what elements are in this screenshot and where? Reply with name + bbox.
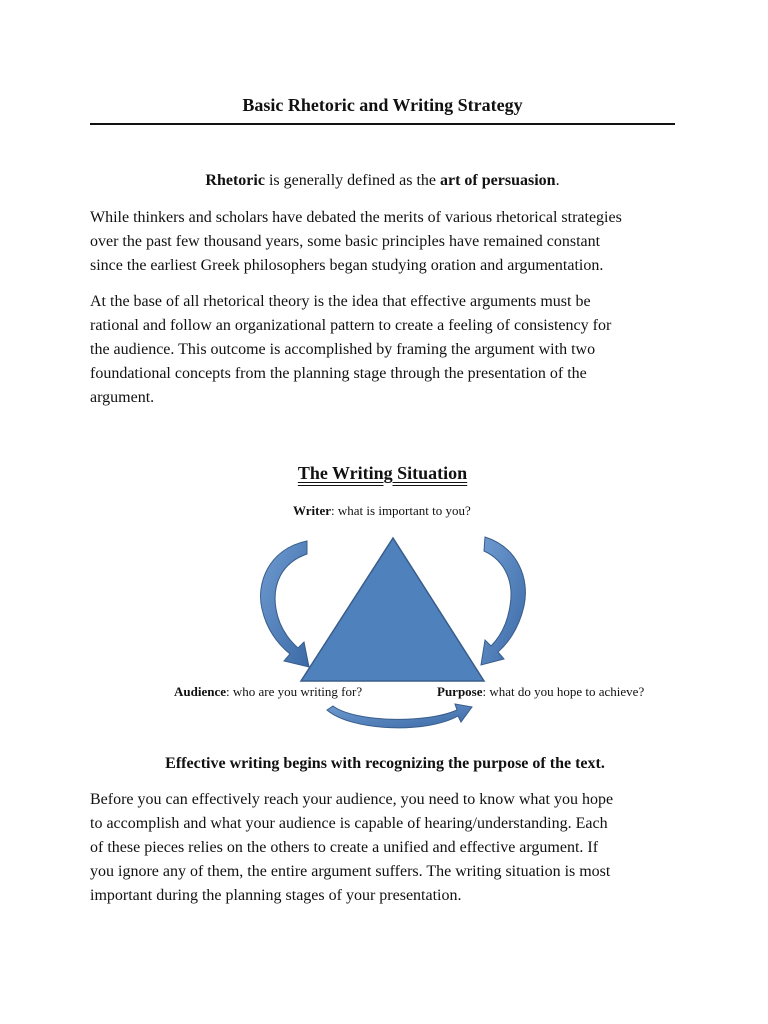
- paragraph-line: since the earliest Greek philosophers began studying oration and argumentation.: [90, 257, 604, 274]
- paragraph-line: At the base of all rhetorical theory is the idea that effective arguments must be: [90, 293, 591, 310]
- section-heading: [90, 461, 675, 485]
- paragraph-line: argument.: [90, 389, 155, 406]
- definition-end: .: [555, 172, 560, 189]
- paragraph-line: of these pieces relies on the others to create a unified and effective argument. If: [90, 839, 599, 856]
- definition-middle: is generally defined as the: [264, 172, 440, 189]
- right-curved-arrow: [481, 537, 525, 665]
- audience-question: : who are you writing for?: [226, 684, 363, 699]
- document-title: Basic Rhetoric and Writing Strategy: [242, 95, 523, 115]
- definition-concept: art of persuasion: [440, 172, 556, 189]
- paragraph-line: While thinkers and scholars have debated the merits of various rhetorical strategies: [90, 209, 622, 226]
- paragraph-line: Before you can effectively reach your audience, you need to know what you hope: [90, 791, 614, 808]
- purpose-label: [437, 684, 644, 700]
- paragraph-line: the audience. This outcome is accomplished by framing the argument with two: [90, 341, 596, 358]
- definition-term: Rhetoric: [205, 172, 265, 189]
- paragraph-line: foundational concepts from the planning stage through the presentation of the: [90, 365, 587, 382]
- situation-triangle: [301, 538, 484, 681]
- purpose-term: Purpose: [437, 684, 483, 699]
- paragraph-line: important during the planning stages of your presentation.: [90, 887, 462, 904]
- paragraph-line: rational and follow an organizational pattern to create a feeling of consistency for: [90, 317, 612, 334]
- paragraph-line: you ignore any of them, the entire argument suffers. The writing situation is most: [90, 863, 611, 880]
- theory-paragraph: [90, 290, 680, 410]
- writer-term: Writer: [293, 503, 332, 518]
- paragraph-line: over the past few thousand years, some basic principles have remained constant: [90, 233, 601, 250]
- conclusion-paragraph: [90, 788, 680, 908]
- audience-label: [174, 684, 362, 700]
- writer-label: [293, 503, 471, 519]
- audience-term: Audience: [174, 684, 226, 699]
- emphasis-statement: Effective writing begins with recognizing the purpose of the text.: [165, 755, 605, 772]
- intro-paragraph: [90, 206, 680, 278]
- rhetoric-definition: [90, 170, 675, 192]
- paragraph-line: to accomplish and what your audience is capable of hearing/understanding. Each: [90, 815, 608, 832]
- writer-question: : what is important to you?: [331, 503, 471, 518]
- title-underline: [90, 123, 675, 125]
- writing-situation-diagram: [0, 495, 768, 735]
- bottom-curved-arrow: [327, 704, 472, 728]
- section-heading-text: The Writing Situation: [297, 463, 468, 483]
- left-curved-arrow: [261, 541, 309, 667]
- purpose-question: : what do you hope to achieve?: [482, 684, 645, 699]
